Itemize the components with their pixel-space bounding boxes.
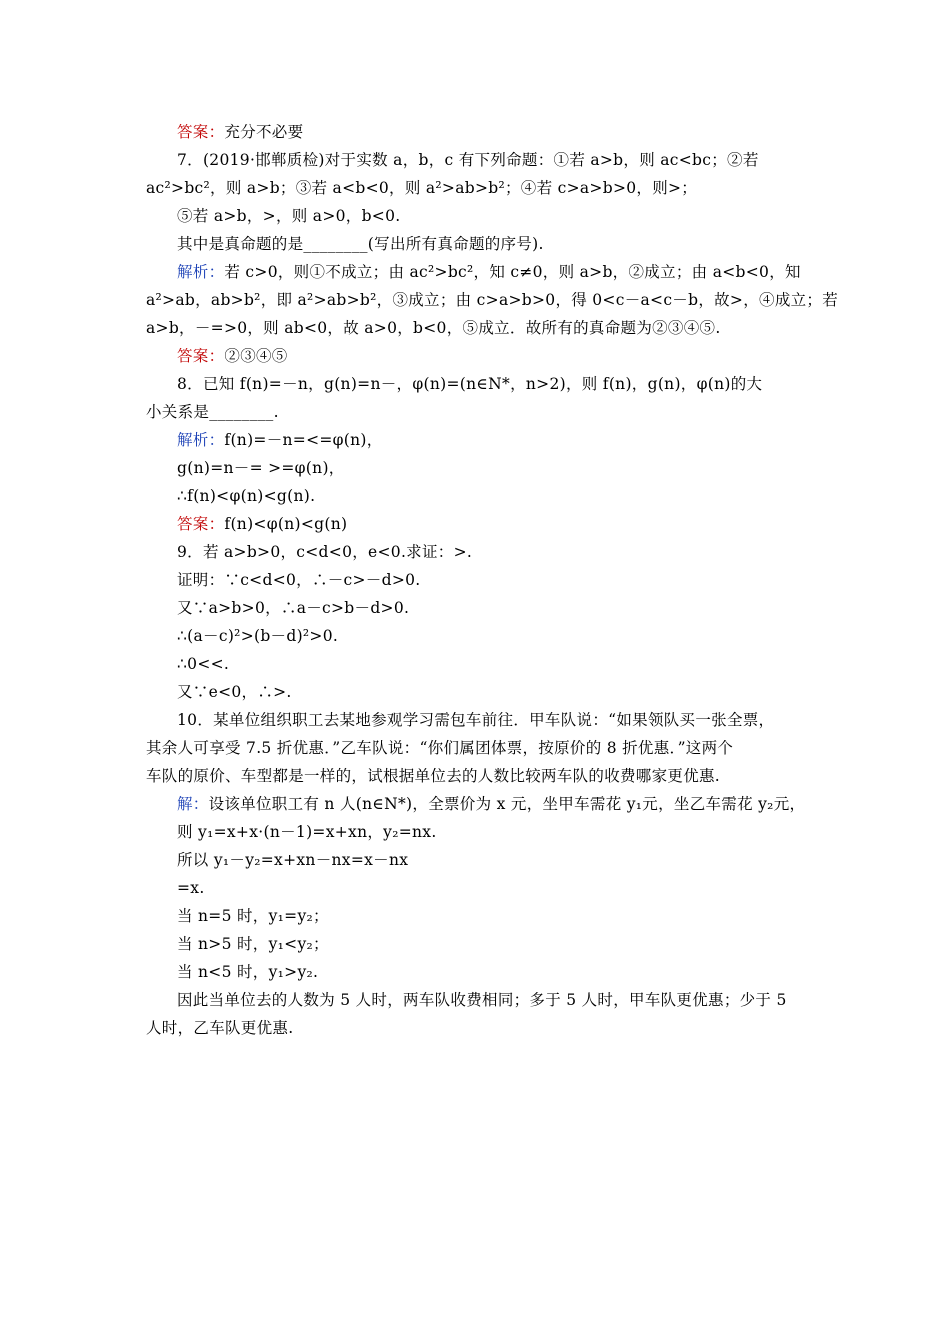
answer-8-line [177, 514, 841, 534]
solution-8-line-3: ∴f(n)<φ(n)<g(n). [177, 487, 316, 505]
solution-10-line-5: 当 n=5 时，y₁=y₂； [177, 907, 329, 925]
solution-8-line-2: g(n)=n－= >=φ(n)， [177, 459, 345, 477]
proof-9-line-3: ∴(a－c)²>(b－d)²>0. [177, 627, 339, 645]
problem-10-line-2: 其余人可享受 7.5 折优惠．”乙车队说：“你们属团体票，按原价的 8 折优惠．”这两个 [146, 739, 734, 757]
solution-label: 解析： [177, 263, 225, 281]
solution-label: 解析： [177, 431, 225, 449]
solution-label: 解： [177, 795, 209, 813]
problem-7-line-2: ac²>bc²，则 a>b；③若 a<b<0，则 a²>ab>b²；④若 c>a>b>0，则>； [146, 179, 698, 197]
problem-10-line-3: 车队的原价、车型都是一样的，试根据单位去的人数比较两车队的收费哪家更优惠. [146, 767, 721, 785]
answer-text: ②③④⑤ [224, 347, 288, 365]
solution-text: 设该单位职工有 n 人(n∈N*)，全票价为 x 元，坐甲车需花 y₁元，坐乙车需花 y₂元， [208, 795, 806, 813]
solution-text: f(n)=－n=<=φ(n)， [224, 431, 383, 449]
answer-label: 答案： [177, 515, 225, 533]
problem-7-line-4: 其中是真命题的是________(写出所有真命题的序号). [177, 235, 544, 253]
answer-label: 答案： [177, 347, 225, 365]
problem-9-line-1: 9．若 a>b>0，c<d<0，e<0.求证：>. [177, 543, 473, 561]
proof-9-line-2: 又∵a>b>0，∴a－c>b－d>0. [177, 599, 410, 617]
solution-10-line-9: 人时，乙车队更优惠. [146, 1019, 294, 1037]
answer-7-line [177, 346, 841, 366]
solution-7-line-2: a²>ab，ab>b²，即 a²>ab>b²，③成立；由 c>a>b>0，得 0<c－a<c－b，故>，④成立；若 [146, 291, 839, 309]
solution-10-line-3: 所以 y₁－y₂=x+xn－nx=x－nx [177, 851, 409, 869]
proof-9-line-4: ∴0<<. [177, 655, 230, 673]
answer-text: 充分不必要 [224, 123, 304, 141]
solution-7-line-3: a>b，－=>0，则 ab<0，故 a>0，b<0，⑤成立．故所有的真命题为②③④⑤. [146, 319, 721, 337]
problem-8-line-1: 8．已知 f(n)=－n，g(n)=n－，φ(n)=(n∈N*，n>2)，则 f(n)，g(n)，φ(n)的大 [177, 375, 763, 393]
solution-10-line-1 [177, 794, 841, 814]
proof-9-line-5: 又∵e<0，∴>. [177, 683, 292, 701]
answer-text: f(n)<φ(n)<g(n) [224, 515, 348, 533]
solution-10-line-8: 因此当单位去的人数为 5 人时，两车队收费相同；多于 5 人时，甲车队更优惠；少于 5 [177, 991, 787, 1009]
solution-10-line-6: 当 n>5 时，y₁<y₂； [177, 935, 329, 953]
solution-10-line-7: 当 n<5 时，y₁>y₂. [177, 963, 319, 981]
solution-7-line-1 [177, 262, 841, 282]
problem-7-line-3: ⑤若 a>b，>，则 a>0，b<0. [177, 207, 401, 225]
solution-text: 若 c>0，则①不成立；由 ac²>bc²，知 c≠0，则 a>b，②成立；由 a<b<0，知 [224, 263, 801, 281]
proof-9-line-1: 证明：∵c<d<0，∴－c>－d>0. [177, 571, 421, 589]
problem-10-line-1: 10．某单位组织职工去某地参观学习需包车前往．甲车队说：“如果领队买一张全票， [177, 711, 775, 729]
problem-7-line-1: 7．(2019·邯郸质检)对于实数 a，b，c 有下列命题：①若 a>b，则 ac<bc；②若 [177, 151, 759, 169]
solution-10-line-2: 则 y₁=x+x·(n－1)=x+xn，y₂=nx. [177, 823, 437, 841]
problem-8-line-2: 小关系是________. [146, 403, 279, 421]
answer-label: 答案： [177, 123, 225, 141]
answer-line-6 [177, 122, 841, 142]
solution-8-line-1 [177, 430, 841, 450]
solution-10-line-4: =x. [177, 879, 205, 897]
